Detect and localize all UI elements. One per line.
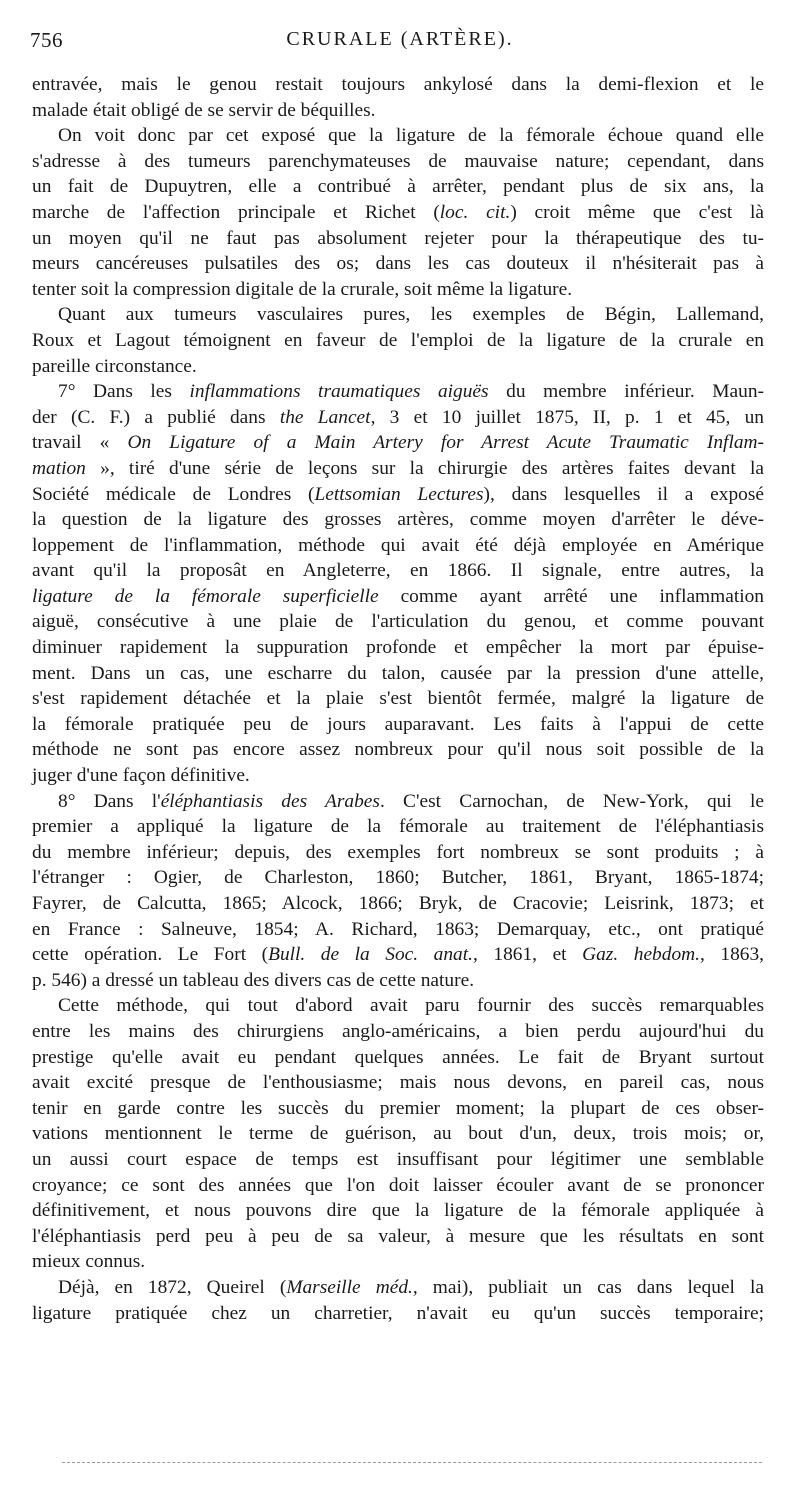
text-line: 8° Dans l'éléphantiasis des Arabes. C'est Carnochan, de New-York, qui le xyxy=(58,790,764,812)
text-line: entre les mains des chirurgiens anglo-américains, a bien perdu aujourd'hui du xyxy=(32,1020,764,1042)
text-line: der (C. F.) a publié dans the Lancet, 3 et 10 juillet 1875, II, p. 1 et 45, un xyxy=(32,406,765,428)
text-line: On voit donc par cet exposé que la ligature de la fémorale échoue quand elle xyxy=(58,125,764,147)
text-line: Déjà, en 1872, Queirel (Marseille méd., mai), publiait un cas dans lequel la xyxy=(58,1276,764,1298)
text-line: marche de l'affection principale et Richet (loc. cit.) croit même que c'est là xyxy=(32,201,764,223)
text-line: ligature de la fémorale superficielle comme ayant arrêté une inflammation xyxy=(32,585,764,607)
text-line: travail « On Ligature of a Main Artery for Arrest Acute Traumatic Inflam- xyxy=(32,432,764,454)
text-line: la question de la ligature des grosses artères, comme moyen d'arrêter le déve- xyxy=(32,509,764,531)
text-line: entravée, mais le genou restait toujours ankylosé dans la demi-flexion et le xyxy=(32,74,764,95)
text-line: vations mentionnent le terme de guérison, au bout d'un, deux, trois mois; or, xyxy=(32,1123,764,1145)
text-line: Fayrer, de Calcutta, 1865; Alcock, 1866; Bryk, de Cracovie; Leisrink, 1873; et xyxy=(32,893,764,914)
text-line: un aussi court espace de temps est insuffisant pour légitimer une semblable xyxy=(32,1148,764,1170)
text-line: loppement de l'inflammation, méthode qui avait été déjà employée en Amérique xyxy=(32,534,764,556)
text-line: Cette méthode, qui tout d'abord avait paru fournir des succès remarquables xyxy=(58,995,764,1017)
page-header xyxy=(30,28,770,68)
page-number: 756 xyxy=(30,28,63,52)
text-line: s'adresse à des tumeurs parenchymateuses de mauvaise nature; cependant, dans xyxy=(32,150,764,172)
text-line: pareille circonstance. xyxy=(32,355,197,377)
text-line: l'étranger : Ogier, de Charleston, 1860; Butcher, 1861, Bryant, 1865-1874; xyxy=(32,867,764,889)
footer-rule xyxy=(62,1462,762,1463)
text-line: du membre inférieur; depuis, des exemples fort nombreux se sont produits ; à xyxy=(32,841,764,863)
text-line: définitivement, et nous pouvons dire que la ligature de la fémorale appliquée à xyxy=(32,1200,764,1222)
text-line: cette opération. Le Fort (Bull. de la Soc. anat., 1861, et Gaz. hebdom., 1863, xyxy=(32,944,765,966)
text-line: Roux et Lagout témoignent en faveur de l'emploi de la ligature de la crurale en xyxy=(32,329,764,351)
text-line: un moyen qu'il ne faut pas absolument rejeter pour la thérapeutique des tu- xyxy=(32,227,764,249)
text-line: ligature pratiquée chez un charretier, n'avait eu qu'un succès temporaire; xyxy=(32,1302,764,1324)
body-text xyxy=(32,72,764,1326)
text-line: l'éléphantiasis perd peu à peu de sa valeur, à mesure que les résultats en sont xyxy=(32,1225,764,1247)
running-head: CRURALE (ARTÈRE). xyxy=(286,28,514,50)
text-line: la fémorale pratiquée peu de jours auparavant. Les faits à l'appui de cette xyxy=(32,713,764,735)
text-line: mieux connus. xyxy=(32,1251,146,1273)
text-line: avant qu'il la proposât en Angleterre, en 1866. Il signale, entre autres, la xyxy=(32,560,764,582)
text-line: mation », tiré d'une série de leçons sur la chirurgie des artères faites devant la xyxy=(32,457,764,479)
text-line: juger d'une façon définitive. xyxy=(32,765,250,787)
text-line: tenter soit la compression digitale de la crurale, soit même la ligature. xyxy=(32,278,573,300)
text-line: s'est rapidement détachée et la plaie s'est bientôt fermée, malgré la ligature de xyxy=(32,688,764,710)
text-line: ment. Dans un cas, une escharre du talon, causée par la pression d'une attelle, xyxy=(32,662,764,684)
text-line: avait excité presque de l'enthousiasme; mais nous devons, en pareil cas, nous xyxy=(32,1072,764,1094)
text-line: croyance; ce sont des années que l'on doit laisser écouler avant de se prononcer xyxy=(32,1174,764,1196)
text-line: prestige qu'elle avait eu pendant quelques années. Le fait de Bryant surtout xyxy=(32,1046,764,1068)
text-line: aiguë, consécutive à une plaie de l'articulation du genou, et comme pouvant xyxy=(32,611,764,633)
text-line: tenir en garde contre les succès du premier moment; la plupart de ces obser- xyxy=(32,1097,764,1119)
text-line: meurs cancéreuses pulsatiles des os; dans les cas douteux il n'hésiterait pas à xyxy=(32,253,764,275)
text-line: Quant aux tumeurs vasculaires pures, les exemples de Bégin, Lallemand, xyxy=(58,304,764,326)
text-line: malade était obligé de se servir de béquilles. xyxy=(32,99,376,121)
text-line: premier a appliqué la ligature de la fémorale au traitement de l'éléphantiasis xyxy=(32,816,764,838)
text-line: 7° Dans les inflammations traumatiques aiguës du membre inférieur. Maun- xyxy=(58,381,764,403)
text-line: p. 546) a dressé un tableau des divers cas de cette nature. xyxy=(32,969,475,991)
text-line: en France : Salneuve, 1854; A. Richard, 1863; Demarquay, etc., ont pratiqué xyxy=(32,918,764,940)
text-line: diminuer rapidement la suppuration profonde et empêcher la mort par épuise- xyxy=(32,637,764,659)
text-line: Société médicale de Londres (Lettsomian Lectures), dans lesquelles il a exposé xyxy=(32,483,764,505)
text-line: méthode ne sont pas encore assez nombreux pour qu'il nous soit possible de la xyxy=(32,739,764,761)
text-line: un fait de Dupuytren, elle a contribué à arrêter, pendant plus de six ans, la xyxy=(32,176,764,198)
